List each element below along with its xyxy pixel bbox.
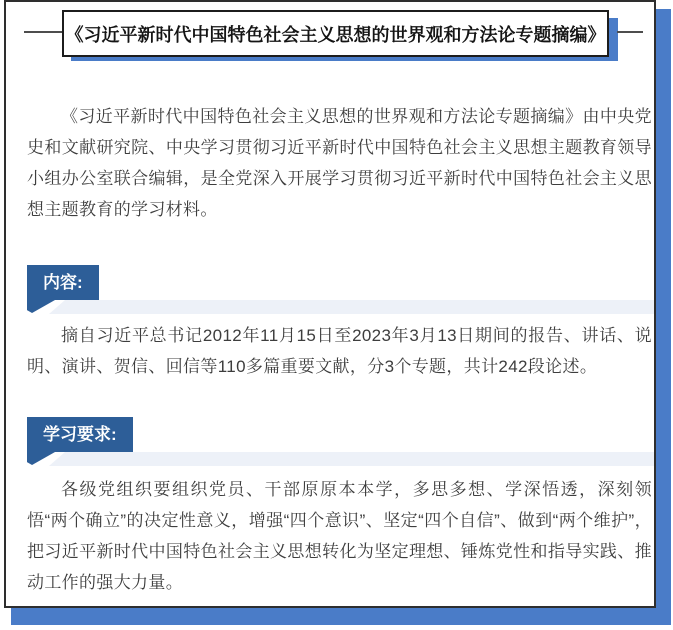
document-page <box>4 0 656 608</box>
requirements-paragraph: 各级党组织要组织党员、干部原原本本学，多思多想、学深悟透，深刻领悟“两个确立”的决定性意义，增强“四个意识”、坚定“四个自信”、做到“两个维护”，把习近平新时代中国特色社会主义思想转化为坚定理想、锤炼党性和指导实践、推动工作的强大力量。 <box>27 480 652 592</box>
section-label-requirements-text: 学习要求: <box>43 425 117 444</box>
title-left-rule <box>24 31 62 33</box>
title-right-rule <box>617 31 643 33</box>
section-label-content <box>27 265 99 300</box>
intro-paragraph: 《习近平新时代中国特色社会主义思想的世界观和方法论专题摘编》由中央党史和文献研究院、中央学习贯彻习近平新时代中国特色社会主义思想主题教育领导小组办公室联合编辑，是全党深入开展学习贯彻习近平新时代中国特色社会主义思想主题教育的学习材料。 <box>27 107 652 219</box>
ribbon-tail <box>27 300 55 313</box>
section-label-content-text: 内容: <box>43 273 83 292</box>
ribbon-tail <box>27 452 55 465</box>
section-label-requirements <box>27 417 133 452</box>
page-title <box>62 10 609 57</box>
content-paragraph: 摘自习近平总书记2012年11月15日至2023年3月13日期间的报告、讲话、说明、演讲、贺信、回信等110多篇重要文献，分3个专题，共计242段论述。 <box>27 326 652 376</box>
section-strip-requirements <box>27 452 654 466</box>
page-title-text: 《习近平新时代中国特色社会主义思想的世界观和方法论专题摘编》 <box>65 24 606 45</box>
section-strip-content <box>27 300 654 314</box>
